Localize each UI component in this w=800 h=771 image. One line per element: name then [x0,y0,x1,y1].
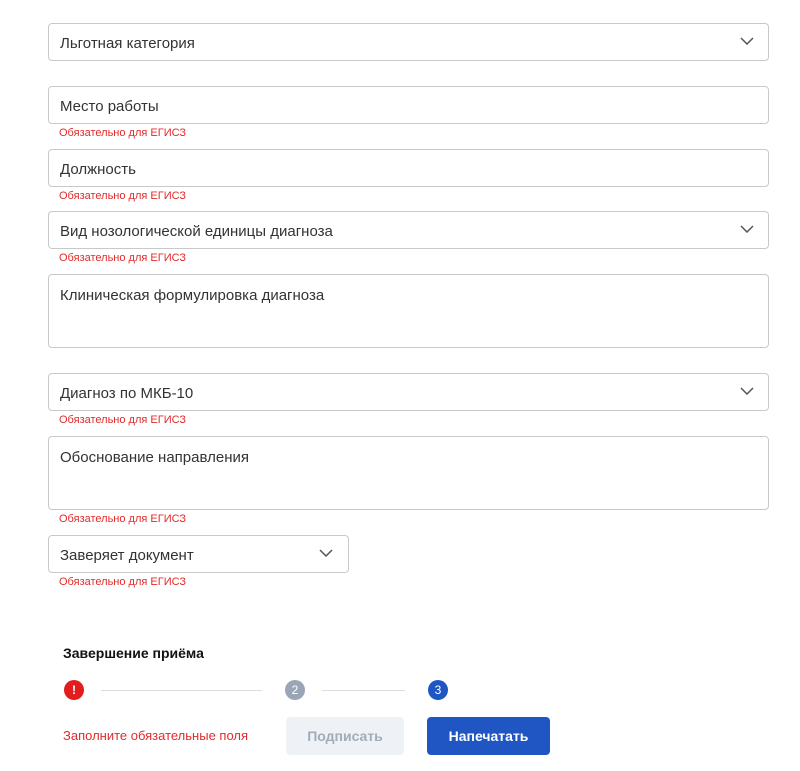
nosological-unit-select[interactable] [48,211,769,249]
referral-rationale-error: Обязательно для ЕГИСЗ [59,513,187,525]
chevron-down-icon [740,37,754,45]
icd10-diagnosis-error: Обязательно для ЕГИСЗ [59,414,187,426]
workplace-input[interactable] [48,86,769,124]
sign-button[interactable]: Подписать [286,717,404,755]
certifies-document-select[interactable] [48,535,349,573]
step-2[interactable]: 2 [285,680,305,700]
required-fields-message: Заполните обязательные поля [63,728,249,743]
chevron-down-icon [319,549,333,557]
icd10-diagnosis-label: Диагноз по МКБ-10 [60,385,194,402]
step-connector [101,690,262,691]
position-placeholder: Должность [60,161,136,178]
chevron-down-icon [740,225,754,233]
clinical-formulation-placeholder: Клиническая формулировка диагноза [60,287,325,304]
workplace-error: Обязательно для ЕГИСЗ [59,127,187,139]
position-input[interactable] [48,149,769,187]
referral-rationale-placeholder: Обоснование направления [60,449,249,466]
nosological-unit-error: Обязательно для ЕГИСЗ [59,252,187,264]
chevron-down-icon [740,387,754,395]
preferential-category-select[interactable] [48,23,769,61]
step-connector [322,690,405,691]
completion-title: Завершение приёма [63,645,204,661]
step-3[interactable]: 3 [428,680,448,700]
step-error-icon[interactable]: ! [64,680,84,700]
certifies-document-label: Заверяет документ [60,547,194,564]
workplace-placeholder: Место работы [60,98,159,115]
position-error: Обязательно для ЕГИСЗ [59,190,187,202]
preferential-category-label: Льготная категория [60,35,195,52]
clinical-formulation-textarea[interactable] [48,274,769,348]
nosological-unit-label: Вид нозологической единицы диагноза [60,223,333,240]
certifies-document-error: Обязательно для ЕГИСЗ [59,576,187,588]
referral-rationale-textarea[interactable] [48,436,769,510]
print-button[interactable]: Напечатать [427,717,550,755]
icd10-diagnosis-select[interactable] [48,373,769,411]
